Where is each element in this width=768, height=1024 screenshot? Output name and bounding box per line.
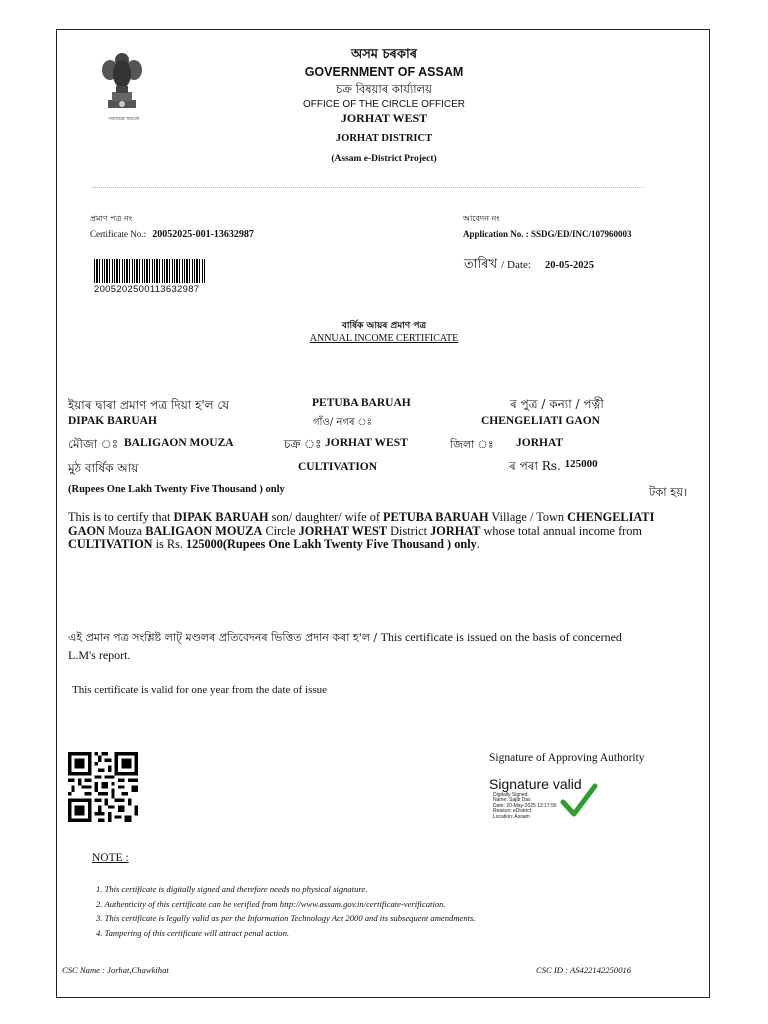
circle-label-assamese: চক্ৰ ঃ (284, 437, 322, 451)
note-item-2: 2. Authenticity of this certificate can be verified from http://www.assam.gov.in/certificate-verification. (96, 898, 446, 909)
intro-assamese: ইয়াৰ দ্বাৰা প্ৰমাণ পত্ৰ দিয়া হ'ল যে (68, 398, 230, 412)
header-office-assamese: চক্ৰ বিষয়াৰ কাৰ্য্যালয় (336, 82, 432, 96)
circle-name: JORHAT WEST (325, 437, 408, 449)
amount-label-assamese: ৰ পৰা Rs. (509, 459, 561, 473)
village-name: CHENGELIATI GAON (481, 415, 600, 427)
para-mouza: BALIGAON MOUZA (145, 523, 263, 538)
note-item-1: 1. This certificate is digitally signed and therefore needs no physical signature. (96, 884, 368, 894)
basis-line (68, 629, 622, 648)
amount-value: 125000 (564, 458, 598, 470)
header-project: (Assam e-District Project) (331, 154, 437, 164)
income-label-assamese: মুঠ বাৰ্ষিক আয় (68, 461, 139, 475)
application-no-value: SSDG/ED/INC/107960003 (531, 229, 632, 239)
note-heading: NOTE : (92, 852, 129, 864)
checkmark-icon (560, 782, 598, 820)
mouza-name: BALIGAON MOUZA (124, 437, 234, 449)
date-row (464, 255, 594, 276)
certificate-no-value: 20052025-001-13632987 (152, 229, 254, 240)
para-district: JORHAT (430, 523, 481, 538)
certification-paragraph (68, 511, 688, 552)
para-amount: 125000(Rupees One Lakh Twenty Five Thousand ) only (186, 537, 477, 551)
note-item-4: 4. Tampering of this certificate will attract penal action. (96, 927, 290, 938)
signature-detail-2: Name: Sajib Das (493, 797, 531, 804)
para-text-6: District (387, 523, 431, 538)
village-label-assamese: গাঁও/ নগৰ ঃ (313, 417, 372, 428)
header-circle: JORHAT WEST (340, 111, 428, 125)
header-government: GOVERNMENT OF ASSAM (304, 65, 464, 79)
taka-assamese: টকা হয়। (649, 485, 688, 499)
para-parent: PETUBA BARUAH (383, 510, 489, 524)
income-source: CULTIVATION (298, 461, 378, 473)
para-text-5: Circle (262, 523, 299, 538)
para-text-9: . (476, 537, 480, 551)
para-village: CHENGELIATI GAON (68, 510, 655, 538)
csc-id: CSC ID : AS422142250016 (536, 965, 632, 975)
certificate-no-row (90, 229, 254, 240)
date-label: / Date: (501, 259, 531, 271)
signature-authority-title: Signature of Approving Authority (489, 752, 645, 764)
header-divider (92, 187, 644, 188)
basis-assamese: এই প্ৰমান পত্ৰ সংশ্লিষ্ট লাট্‌ মণ্ডলৰ প্ৰতিবেদনৰ ভিত্তিত প্ৰদান কৰা হ'ল / (68, 631, 378, 644)
para-text-8: is Rs. (152, 537, 187, 551)
signature-details (493, 793, 557, 820)
application-no-label-assamese: আবেদন নং (463, 214, 500, 223)
application-no-label: Application No. : (463, 229, 529, 239)
emblem-caption: সত্যমেৱ জয়তে (108, 116, 140, 122)
mouza-label-assamese: মৌজা ঃ (68, 437, 119, 451)
district-label-assamese: জিলা ঃ (450, 438, 494, 451)
certificate-no-label-assamese: প্ৰমাণ পত্ৰ নং (90, 214, 133, 223)
signature-detail-1: Digitally Signed. (493, 792, 529, 798)
para-text-7: whose total annual income from (480, 523, 642, 538)
csc-name: CSC Name : Jorhat,Chawkihat (62, 965, 169, 975)
certificate-no-label: Certificate No.: (90, 229, 146, 239)
header-district: JORHAT DISTRICT (335, 133, 433, 144)
basis-english-1: This certificate is issued on the basis of concerned (380, 630, 622, 644)
qr-code (68, 752, 138, 822)
header-title-assamese: অসম চৰকাৰ (350, 47, 418, 62)
barcode (94, 259, 206, 283)
para-text-1: This is to certify that (68, 510, 174, 524)
validity-text: This certificate is valid for one year from the date of issue (72, 684, 328, 696)
state-emblem-icon (96, 50, 148, 118)
para-text-2: son/ daughter/ wife of (268, 510, 384, 524)
signature-valid-text: Signature valid (489, 776, 582, 792)
para-text-4: Mouza (104, 523, 146, 538)
district-name: JORHAT (516, 437, 564, 449)
certificate-title: ANNUAL INCOME CERTIFICATE (309, 333, 459, 344)
parent-name: PETUBA BARUAH (312, 397, 411, 409)
para-source: CULTIVATION (68, 537, 153, 551)
note-item-3: 3. This certificate is legally valid as per the Information Technology Act 2000 and its subsequent amendments. (96, 913, 476, 923)
relation-assamese: ৰ পুত্ৰ / কন্যা / পত্নী (510, 397, 604, 411)
date-value: 20-05-2025 (545, 260, 595, 271)
signature-detail-3: Date: 20-May-2025 12:17:56 (493, 802, 557, 809)
header-office: OFFICE OF THE CIRCLE OFFICER (302, 99, 466, 110)
signature-detail-4: Reason: eDistrict (493, 808, 532, 815)
signature-detail-5: Location: Assam (493, 813, 530, 820)
note-list (96, 882, 476, 940)
person-name: DIPAK BARUAH (68, 415, 157, 427)
date-label-assamese: তাৰিখ (464, 257, 498, 272)
basis-english-2: L.M's report. (68, 648, 131, 662)
amount-row (509, 458, 598, 478)
amount-in-words: (Rupees One Lakh Twenty Five Thousand ) only (68, 484, 285, 495)
application-no-row (463, 229, 632, 239)
para-text-3: Village / Town (488, 510, 568, 524)
para-circle: JORHAT WEST (298, 523, 388, 538)
certificate-title-assamese: বাৰ্ষিক আয়ৰ প্ৰমাণ পত্ৰ (341, 321, 427, 331)
barcode-text: 20052025001136329​87 (94, 284, 200, 295)
para-name: DIPAK BARUAH (173, 510, 269, 524)
